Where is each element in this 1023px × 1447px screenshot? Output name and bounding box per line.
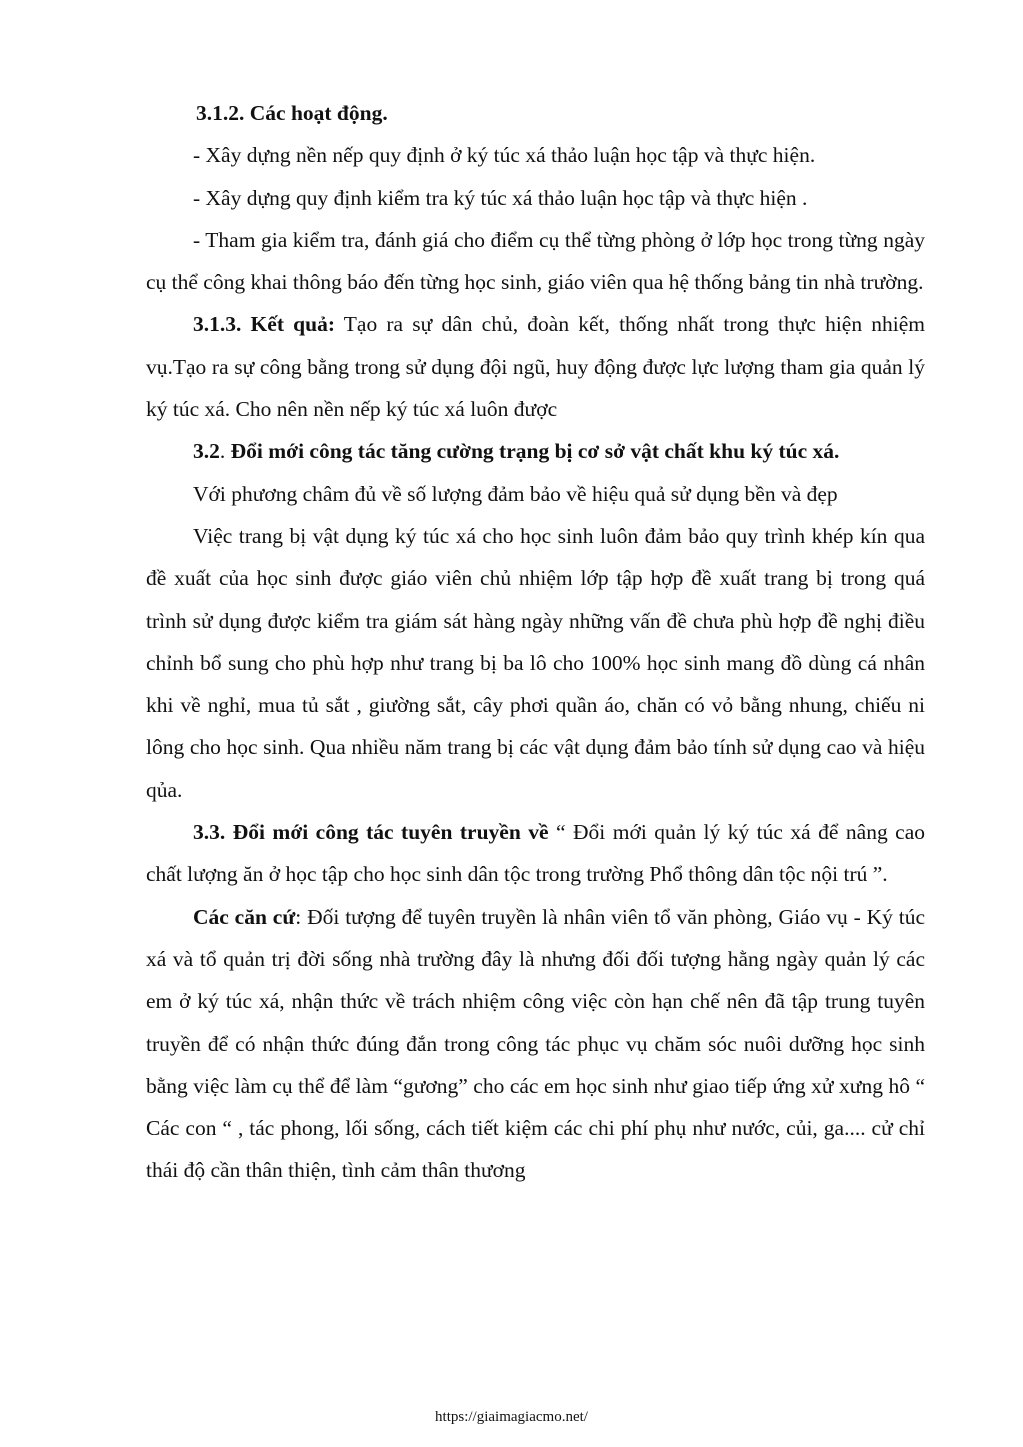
heading-3-1-2: 3.1.2. Các hoạt động. (196, 101, 388, 125)
heading-3-3 (146, 811, 925, 896)
document-body (146, 92, 925, 1192)
heading-3-2: 3.2. Đổi mới công tác tăng cường trạng bị cơ sở vật chất khu ký túc xá. (193, 439, 840, 464)
result-paragraph (146, 303, 925, 430)
equipment-paragraph: Việc trang bị vật dụng ký túc xá cho học sinh luôn đảm bảo quy trình khép kín qua đề xuất của học sinh được giáo viên chủ nhiệm lớp tập hợp đề xuất trang bị trong quá trình sử dụng được kiểm tra giám sát hàng ngày những vấn đề chưa phù hợp đề nghị điều chỉnh bổ sung cho phù hợp như trang bị ba lô cho 100% học sinh mang đồ dùng cá nhân khi về nghỉ, mua tủ sắt , giường sắt, cây phơi quần áo, chăn có vỏ bằng nhung, chiếu ni lông cho học sinh. Qua nhiều năm trang bị các vật dụng đảm bảo tính sử dụng cao và hiệu qủa. (146, 523, 925, 802)
basis-label: Các căn cứ (193, 904, 296, 929)
basis-paragraph (146, 896, 925, 1192)
basis-text: : Đối tượng để tuyên truyền là nhân viên tổ văn phòng, Giáo vụ - Ký túc xá và tổ quản trị đời sống nhà trường đây là nhưng đối đối tượng hằng ngày quản lý các em ở ký túc xá, nhận thức về trách nhiệm công việc còn hạn chế nên đã tập trung tuyên truyền để có nhận thức đúng đắn trong công tác phục vụ chăm sóc nuôi dưỡng học sinh bằng việc làm cụ thể để làm “gương” cho các em học sinh như giao tiếp ứng xử xưng hô “ Các con “ , tác phong, lối sống, cách tiết kiệm các chi phí phụ như nước, củi, ga.... cử chỉ thái độ cần thân thiện, tình cảm thân thương (146, 904, 925, 1183)
bullet-3: - Tham gia kiểm tra, đánh giá cho điểm cụ thể từng phòng ở lớp học trong từng ngày cụ thể công khai thông báo đến từng học sinh, giáo viên qua hệ thống bảng tin nhà trường. (146, 227, 925, 295)
bullet-2: - Xây dựng quy định kiểm tra ký túc xá thảo luận học tập và thực hiện . (193, 185, 808, 210)
result-text: Tạo ra sự dân chủ, đoàn kết, thống nhất trong thực hiện nhiệm vụ.Tạo ra sự công bằng trong sử dụng đội ngũ, huy động được lực lượng tham gia quản lý ký túc xá. Cho nên nền nếp ký túc xá luôn được (146, 312, 926, 422)
footer-url: https://giaimagiacmo.net/ (435, 1409, 588, 1425)
bullet-1: - Xây dựng nền nếp quy định ở ký túc xá thảo luận học tập và thực hiện. (193, 143, 816, 168)
result-label: 3.1.3. Kết quả: (193, 312, 335, 337)
heading-3-3-label: 3.3. Đổi mới công tác tuyên truyền về (193, 820, 549, 845)
heading-3-3-text: “ Đổi mới quản lý ký túc xá để nâng cao chất lượng ăn ở học tập cho học sinh dân tộc trong trường Phổ thông dân tộc nội trú ”. (146, 820, 926, 887)
motto-paragraph: Với phương châm đủ về số lượng đảm bảo về hiệu quả sử dụng bền và đẹp (193, 481, 838, 506)
